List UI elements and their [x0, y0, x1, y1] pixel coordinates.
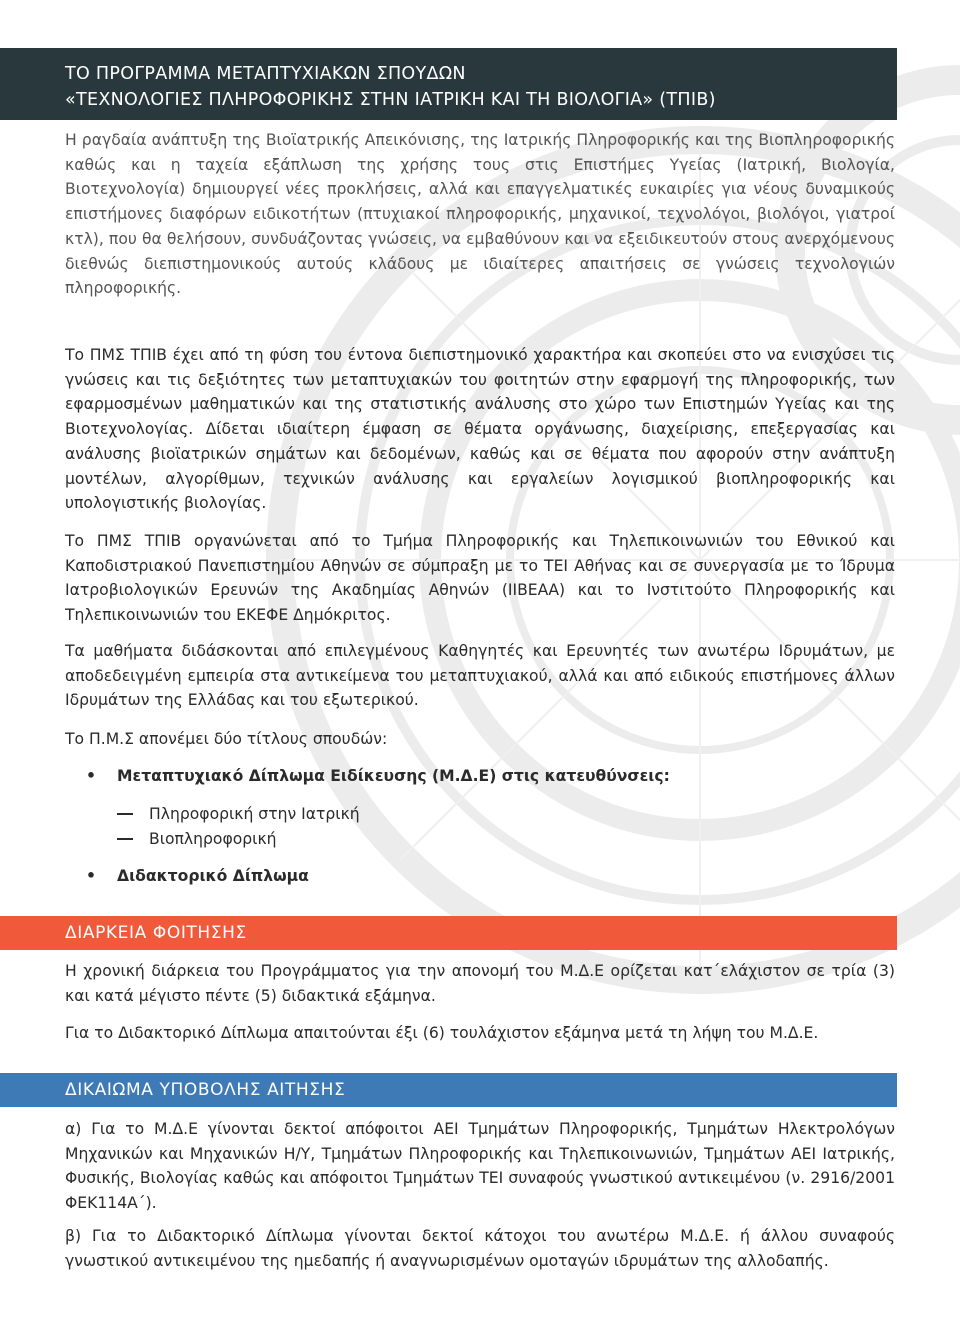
bullet-icon: •: [86, 767, 96, 785]
duration-paragraph-1: Η χρονική διάρκεια του Προγράμματος για την απονομή του Μ.Δ.Ε ορίζεται κατ΄ελάχιστον σε τρία (3) και κατά μέγιστο πέντε (5) διδακτικά εξάμηνα.: [65, 962, 895, 1005]
program-title-band: [0, 48, 897, 120]
application-paragraph-1: α) Για το Μ.Δ.Ε γίνονται δεκτοί απόφοιτοι ΑΕΙ Τμημάτων Πληροφορικής, Τμημάτων Ηλεκτρολόγων Μηχανικών και Μηχανικών Η/Υ, Τμημάτων Πληροφορικής και Τηλεπικοινωνιών, Τμημάτων ΑΕΙ Ιατρικής, Φυσικής, Βιολογίας καθώς και απόφοιτοι Τμημάτων ΤΕΙ συναφούς γνωστικού αντικειμένου (ν. 2916/2001 ΦΕΚ114Α΄).: [65, 1120, 895, 1213]
track-label: Πληροφορική στην Ιατρική: [149, 805, 360, 823]
intro-paragraph-3: Το ΠΜΣ ΤΠΙΒ οργανώνεται από το Τμήμα Πληροφορικής και Τηλεπικοινωνιών του Εθνικού και Καποδιστριακού Πανεπιστημίου Αθηνών σε σύμπραξη με το ΤΕΙ Αθήνας και σε συνεργασία με το Ίδρυμα Ιατροβιολογικών Ερευνών της Ακαδημίας Αθηνών (ΙΙΒΕΑΑ) και το Ινστιτούτο Πληροφορικής και Τηλεπικοινωνιών του ΕΚΕΦΕ Δημόκριτος.: [65, 532, 895, 625]
degree-phd-label: Διδακτορικό Δίπλωμα: [117, 867, 309, 885]
dash-icon: [117, 813, 133, 815]
intro-paragraph-5: Το Π.Μ.Σ απονέμει δύο τίτλους σπουδών:: [65, 730, 388, 748]
duration-heading-band: [0, 916, 897, 950]
intro-paragraph-4: Τα μαθήματα διδάσκονται από επιλεγμένους Καθηγητές και Ερευνητές των ανωτέρω Ιδρυμάτων, με αποδεδειγμένη εμπειρία στα αντικείμενα του μεταπτυχιακού, αλλά και από ειδικούς επιστήμονες άλλων Ιδρυμάτων της Ελλάδας και του εξωτερικού.: [65, 642, 895, 710]
degree-masters-label: Μεταπτυχιακό Δίπλωμα Ειδίκευσης (Μ.Δ.Ε) στις κατευθύνσεις:: [117, 767, 670, 785]
application-paragraph-2: β) Για το Διδακτορικό Δίπλωμα γίνονται δεκτοί κάτοχοι του ανωτέρω Μ.Δ.Ε. ή άλλου συναφούς γνωστικού αντικειμένου της ημεδαπής ή αναγνωρισμένων ομοταγών ιδρυμάτων της αλλοδαπής.: [65, 1227, 895, 1270]
program-title-line-2: «ΤΕΧΝΟΛΟΓΙΕΣ ΠΛΗΡΟΦΟΡΙΚΗΣ ΣΤΗΝ ΙΑΤΡΙΚΗ ΚΑΙ ΤΗ ΒΙΟΛΟΓΙΑ» (ΤΠΙΒ): [65, 90, 716, 110]
track-label: Βιοπληροφορική: [149, 830, 277, 848]
intro-paragraph-1: Η ραγδαία ανάπτυξη της Βιοϊατρικής Απεικόνισης, της Ιατρικής Πληροφορικής και της Βιοπληροφορικής καθώς και η ταχεία εξάπλωση της χρήσης τους στις Επιστήμες Υγείας (Ιατρική, Βιολογία, Βιοτεχνολογία) δημιουργεί νέες προκλήσεις, αλλά και επαγγελματικές ευκαιρίες για νέους δυναμικούς επιστήμονες διαφόρων ειδικοτήτων (πτυχιακοί πληροφορικής, μηχανικοί, τεχνολόγοι, βιολόγοι, γιατροί κτλ), που θα θελήσουν, συνδυάζοντας γνώσεις, να εμβαθύνουν και να εξειδικευτούν στους ανερχόμενους διεθνώς διεπιστημονικούς αυτούς κλάδους με ιδιαίτερες απαιτήσεις σε γνώσεις τεχνολογιών πληροφορικής.: [65, 131, 895, 298]
dash-icon: [117, 838, 133, 840]
duration-heading: ΔΙΑΡΚΕΙΑ ΦΟΙΤΗΣΗΣ: [65, 923, 247, 943]
program-title-line-1: ΤΟ ΠΡΟΓΡΑΜΜΑ ΜΕΤΑΠΤΥΧΙΑΚΩΝ ΣΠΟΥΔΩΝ: [65, 64, 466, 84]
duration-paragraph-2: Για το Διδακτορικό Δίπλωμα απαιτούνται έξι (6) τουλάχιστον εξάμηνα μετά τη λήψη του Μ.Δ.Ε.: [65, 1024, 819, 1042]
application-heading: ΔΙΚΑΙΩΜΑ ΥΠΟΒΟΛΗΣ ΑΙΤΗΣΗΣ: [65, 1080, 346, 1100]
intro-paragraph-2: Το ΠΜΣ ΤΠΙΒ έχει από τη φύση του έντονα διεπιστημονικό χαρακτήρα και σκοπεύει στο να ενισχύσει τις γνώσεις και τις δεξιότητες των μεταπτυχιακών του φοιτητών στην εφαρμογή της πληροφορικής, των εφαρμοσμένων μαθηματικών και της στατιστικής ανάλυσης στο χώρο των Επιστημών Υγείας και της Βιοτεχνολογίας. Δίδεται ιδιαίτερη έμφαση σε θέματα οργάνωσης, διαχείρισης, επεξεργασίας και ανάλυσης βιοϊατρικών σημάτων και δεδομένων, καθώς και σε θέματα που αφορούν στην ανάπτυξη μοντέλων, αλγορίθμων, τεχνικών ανάλυσης και εργαλείων λογισμικού βιοπληροφορικής και υπολογιστικής βιολογίας.: [65, 346, 895, 513]
application-heading-band: [0, 1073, 897, 1107]
bullet-icon: •: [86, 867, 96, 885]
